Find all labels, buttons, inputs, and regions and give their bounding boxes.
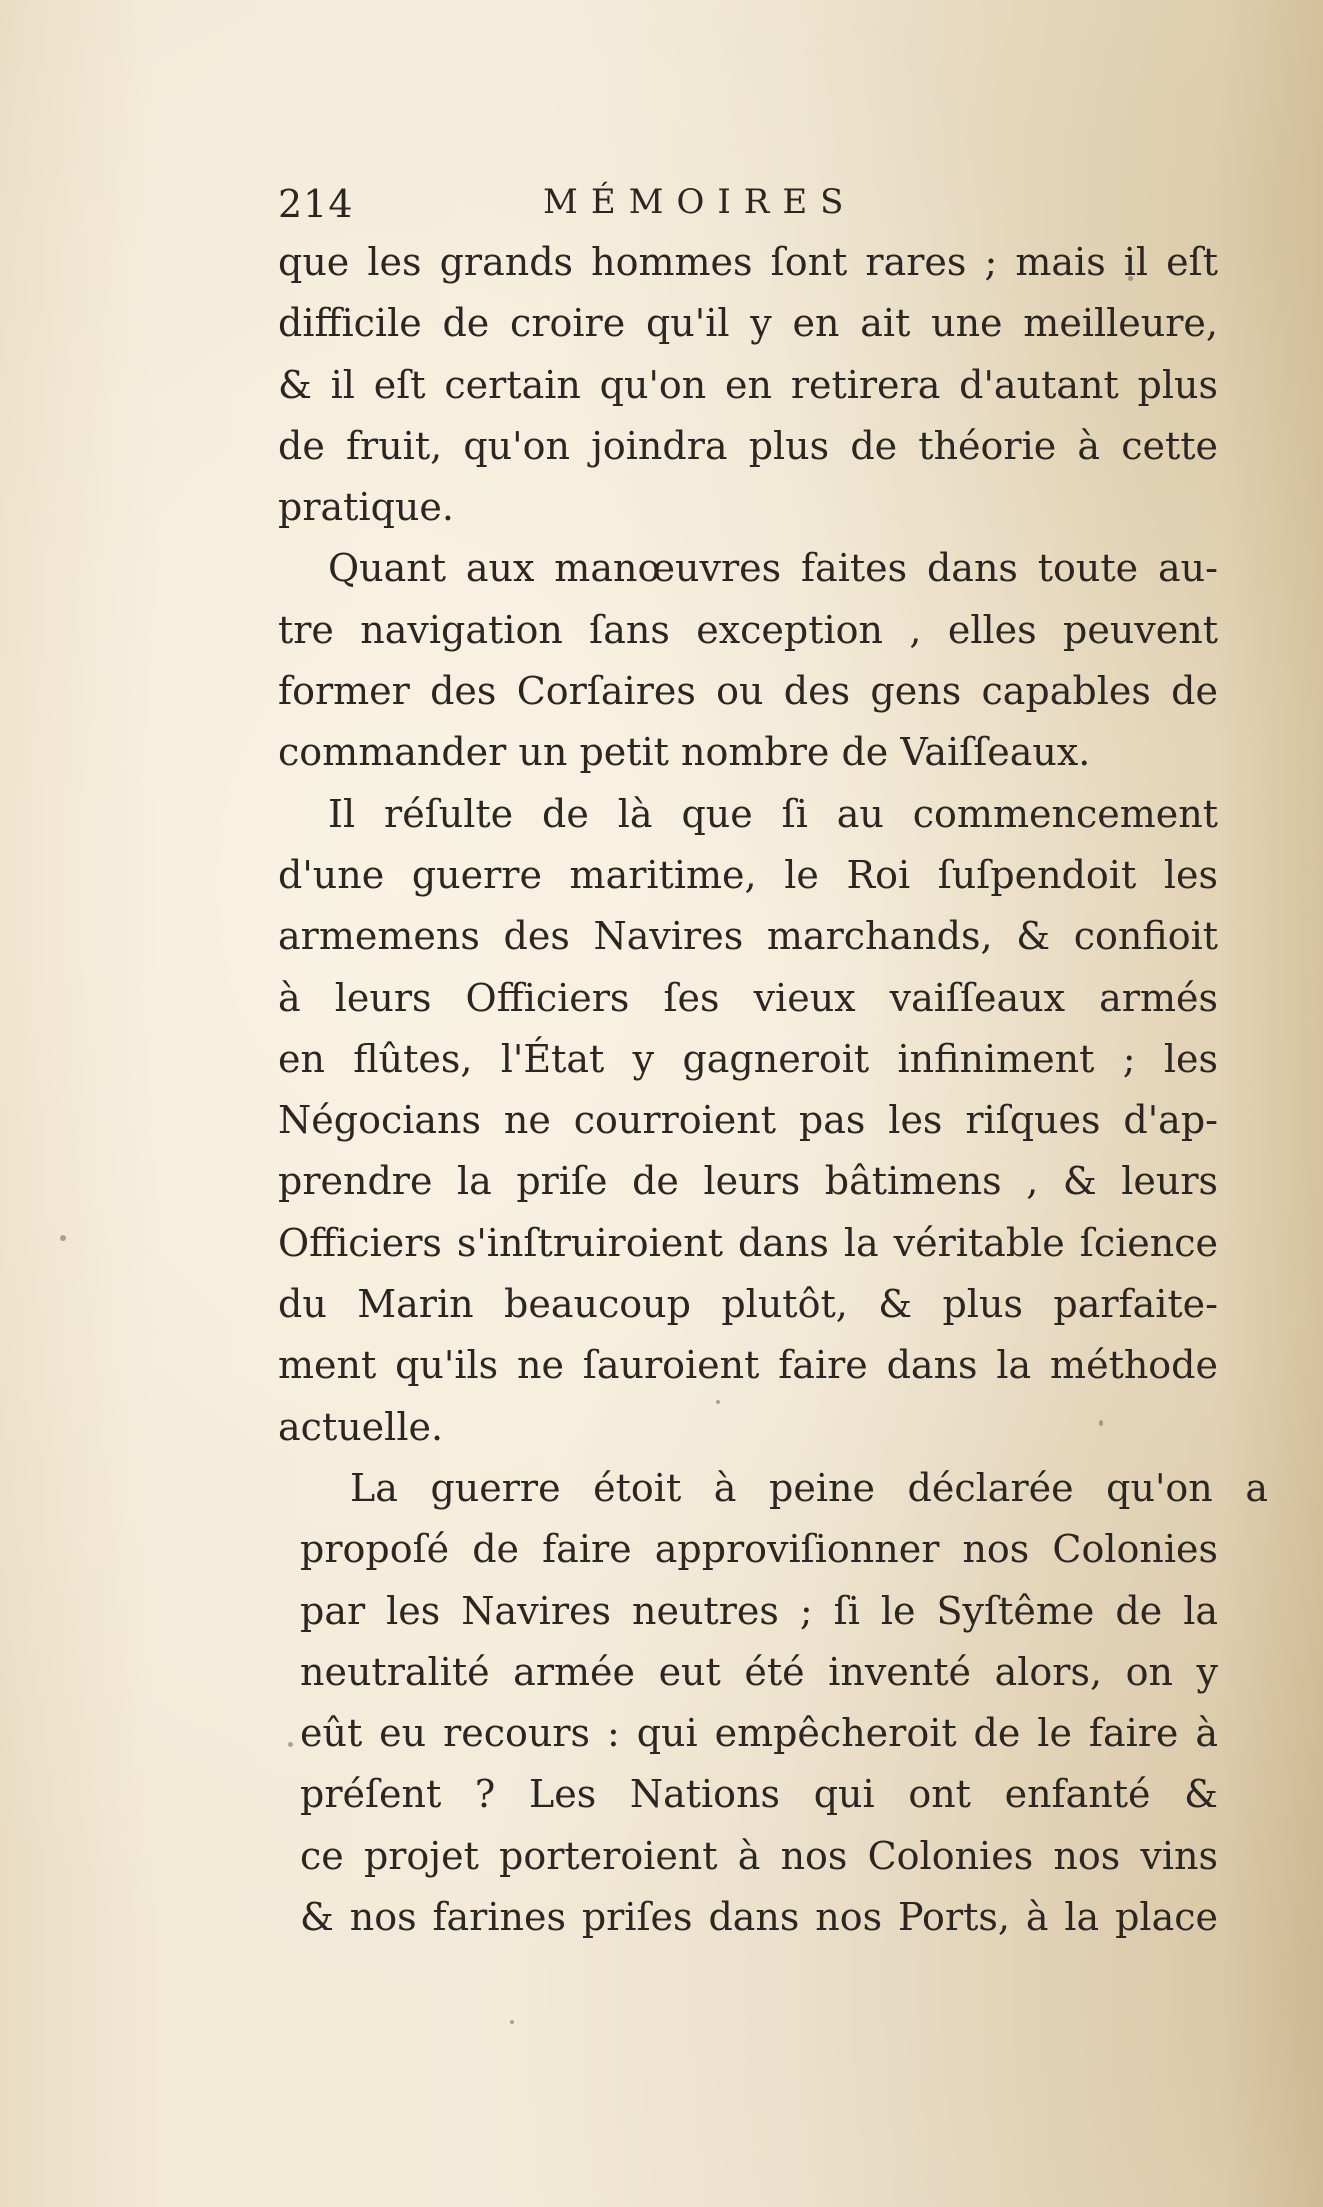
text-line: ment qu'ils ne ſauroient faire dans la méthode <box>278 1343 1218 1388</box>
text-line: du Marin beaucoup plutôt, & plus parfaite- <box>278 1282 1218 1327</box>
text-line: d'une guerre maritime, le Roi ſuſpendoit les <box>278 852 1218 897</box>
text-line: Il réſulte de là que ſi au commencement <box>328 791 1218 836</box>
text-line: armemens des Navires marchands, & confioit <box>278 914 1218 959</box>
text-line: propoſé de faire approviſionner nos Colonies <box>300 1527 1218 1572</box>
text-line: Quant aux manœuvres faites dans toute au- <box>328 546 1218 591</box>
text-line: préſent ? Les Nations qui ont enfanté & <box>300 1772 1218 1817</box>
text-line: & il eſt certain qu'on en retirera d'autant plus <box>278 362 1218 407</box>
text-line: actuelle. <box>278 1404 444 1449</box>
text-line: neutralité armée eut été inventé alors, on y <box>300 1649 1218 1694</box>
text-line: difficile de croire qu'il y en ait une meilleure, <box>278 301 1218 346</box>
text-line: La guerre étoit à peine déclarée qu'on a <box>350 1465 1268 1510</box>
text-line: & nos farines priſes dans nos Ports, à la place <box>300 1895 1218 1940</box>
text-line: pratique. <box>278 485 454 530</box>
text-line: former des Corſaires ou des gens capables de <box>278 669 1218 714</box>
page-number: 214 <box>278 182 354 226</box>
text-line: à leurs Officiers ſes vieux vaiſſeaux armés <box>278 975 1218 1020</box>
text-line: en flûtes, l'État y gagneroit infiniment ; les <box>278 1036 1218 1081</box>
body-text <box>278 232 1268 1948</box>
paper-speck <box>510 2020 514 2024</box>
text-line: prendre la priſe de leurs bâtimens , & leurs <box>278 1159 1218 1204</box>
running-head: MÉMOIRES <box>543 182 857 222</box>
text-line: par les Navires neutres ; ſi le Syſtême de la <box>300 1588 1218 1633</box>
text-line: ce projet porteroient à nos Colonies nos vins <box>300 1833 1218 1878</box>
page-header <box>278 170 978 230</box>
paper-speck <box>1099 1420 1103 1426</box>
paper-speck <box>716 1400 720 1404</box>
paper-speck <box>60 1235 66 1241</box>
text-line: Négocians ne courroient pas les riſques d'ap- <box>278 1098 1218 1143</box>
text-line: que les grands hommes ſont rares ; mais il eſt <box>278 240 1218 284</box>
text-line: tre navigation ſans exception , elles peuvent <box>278 607 1218 652</box>
text-line: Officiers s'inſtruiroient dans la véritable ſcience <box>278 1220 1218 1265</box>
text-line: eût eu recours : qui empêcheroit de le faire à <box>300 1711 1218 1756</box>
text-line: de fruit, qu'on joindra plus de théorie à cette <box>278 423 1218 468</box>
text-line: commander un petit nombre de Vaiſſeaux. <box>278 730 1091 775</box>
paper-speck <box>1128 276 1133 281</box>
paper-speck <box>288 1742 293 1747</box>
